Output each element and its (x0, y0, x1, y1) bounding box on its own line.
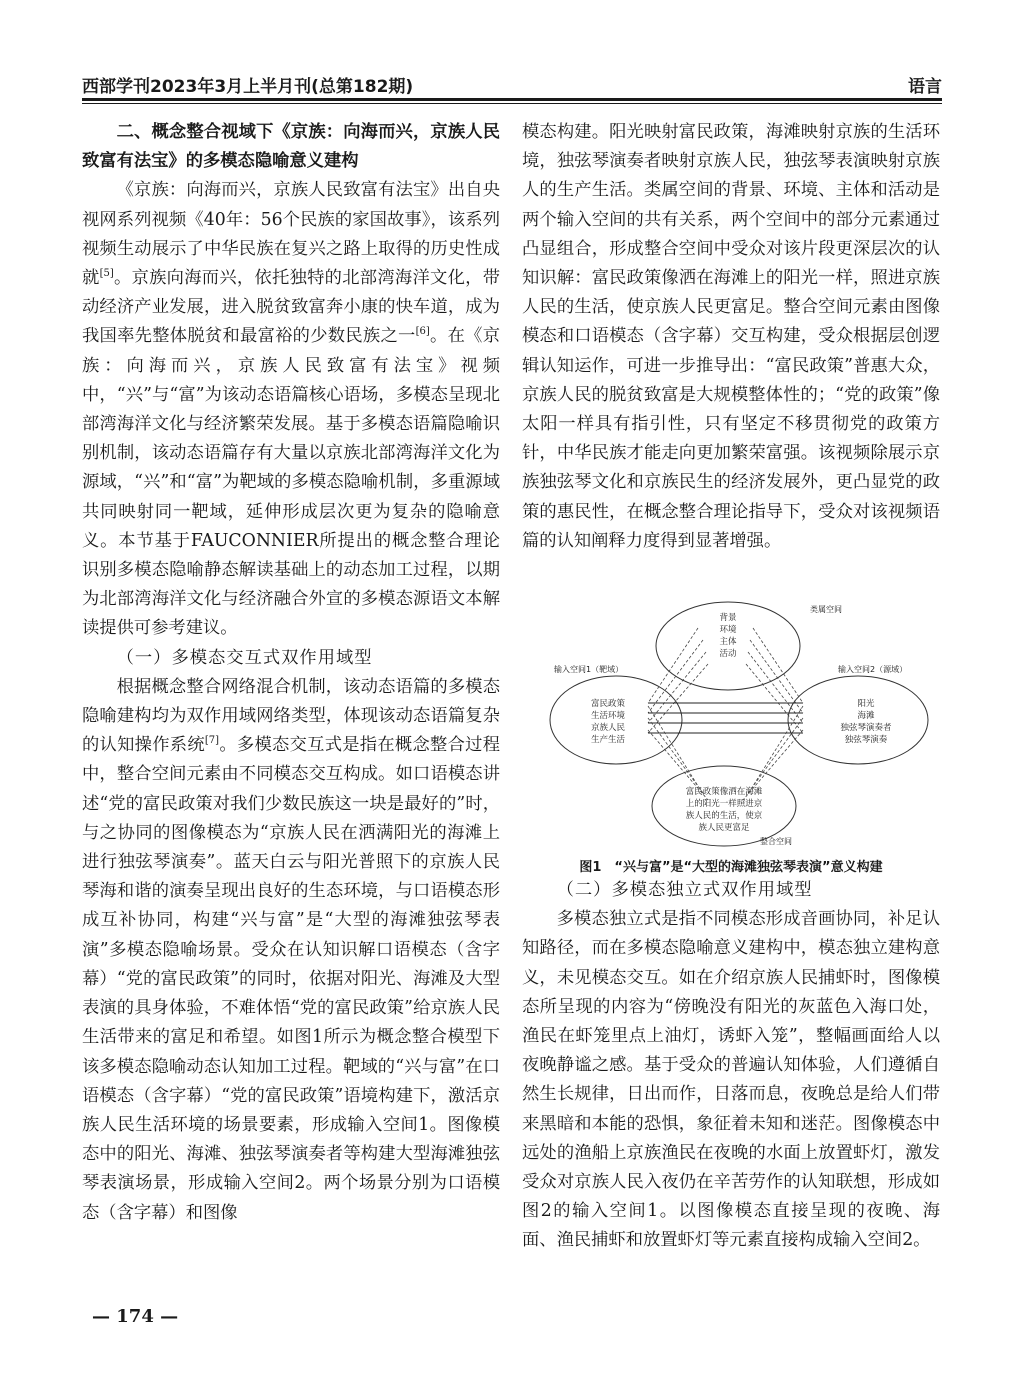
svg-text:族人民更富足: 族人民更富足 (698, 823, 750, 833)
svg-text:海滩: 海滩 (857, 711, 875, 721)
subsection-heading: （二）多模态独立式双作用域型 (556, 880, 813, 900)
page-number: — 174 — (92, 1306, 179, 1327)
svg-text:族人民的生活，使京: 族人民的生活，使京 (685, 811, 763, 821)
citation: [6] (415, 326, 430, 338)
citation: [7] (204, 735, 220, 747)
header-rule (82, 98, 942, 101)
input-space-2-label: 输入空间2（源域） (838, 665, 908, 674)
svg-text:主体: 主体 (719, 637, 737, 647)
svg-text:阳光: 阳光 (857, 699, 875, 709)
right-column-lower (522, 876, 940, 1256)
input-space-1-label: 输入空间1（靶域） (554, 665, 624, 674)
paragraph: 根据概念整合网络混合机制，该动态语篇的多模态隐喻建构均为双作用域网络类型，体现该动态语篇复杂的认知操作系统[7]。多模态交互式是指在概念整合过程中，整合空间元素由不同模态交互构成。如口语模态讲述“党的富民政策对我们少数民族这一块是最好的”时，与之协同的图像模态为“京族人民在洒满阳光的海滩上进行独弦琴演奏”。蓝天白云与阳光普照下的京族人民琴海和谐的演奏呈现出良好的生态环境，与口语模态形成互补协同，构建“兴与富”是“大型的海滩独弦琴表演”多模态隐喻场景。受众在认知识解口语模态（含字幕）“党的富民政策”的同时，依据对阳光、海滩及大型表演的具身体验，不难体悟“党的富民政策”给京族人民生活带来的富足和希望。如图1所示为概念整合模型下该多模态隐喻动态认知加工过程。靶域的“兴与富”在口语模态（含字幕）“党的富民政策”语境构建下，激活京族人民生活环境的场景要素，形成输入空间1。图像模态中的阳光、海滩、独弦琴演奏者等构建大型海滩独弦琴表演场景，形成输入空间2。两个场景分别为口语模态（含字幕）和图像 (82, 676, 500, 1223)
input-to-blend-links (648, 706, 803, 800)
figure-1-blending-diagram (548, 598, 946, 850)
generic-space-items (719, 612, 737, 659)
generic-space-label: 类属空间 (810, 605, 842, 614)
svg-text:富民政策像洒在海滩: 富民政策像洒在海滩 (685, 787, 763, 797)
svg-text:上的阳光一样照进京: 上的阳光一样照进京 (685, 799, 763, 809)
journal-title: 西部学刊2023年3月上半月刊(总第182期) (82, 77, 414, 97)
figure-caption: 图1 “兴与富”是“大型的海滩独弦琴表演”意义构建 (579, 860, 883, 875)
paragraph: 模态构建。阳光映射富民政策，海滩映射京族的生活环境，独弦琴演奏者映射京族人民，独弦琴表演映射京族人的生产生活。类属空间的背景、环境、主体和活动是两个输入空间的共有关系，两个空间中的部分元素通过凸显组合，形成整合空间中受众对该片段更深层次的认知识解：富民政策像洒在海滩上的阳光一样，照进京族人民的生活，使京族人民更富足。整合空间元素由图像模态和口语模态（含字幕）交互构建，受众根据层创逻辑认知运作，可进一步推导出：“富民政策”普惠大众，京族人民的脱贫致富是大规模整体性的；“党的政策”像太阳一样具有指引性，只有坚定不移贯彻党的政策方针，中华民族才能走向更加繁荣富强。该视频除展示京族独弦琴文化和京族民生的经济发展外，更凸显党的政策的惠民性，在概念整合理论指导下，受众对该视频语篇的认知阐释力度得到显著增强。 (522, 122, 940, 551)
left-column (82, 118, 500, 1228)
svg-text:独弦琴演奏: 独弦琴演奏 (844, 735, 888, 745)
svg-text:生产生活: 生产生活 (590, 735, 626, 745)
svg-text:京族人民: 京族人民 (590, 723, 626, 733)
svg-text:生活环境: 生活环境 (590, 711, 626, 721)
right-column (522, 118, 940, 556)
section-name: 语言 (908, 77, 942, 97)
svg-text:活动: 活动 (719, 649, 737, 659)
svg-text:独弦琴演奏者: 独弦琴演奏者 (840, 723, 892, 733)
svg-text:环境: 环境 (719, 625, 737, 635)
input-space-1-items (591, 698, 626, 745)
section-heading: 二、概念整合视域下《京族：向海而兴，京族人民致富有法宝》的多模态隐喻意义建构 (82, 122, 500, 172)
paragraph: 《京族：向海而兴，京族人民致富有法宝》出自央视网系列视频《40年：56个民族的家国故事》，该系列视频生动展示了中华民族在复兴之路上取得的历史性成就[5]。京族向海而兴，依托独特的北部湾海洋文化，带动经济产业发展，进入脱贫致富奔小康的快车道，成为我国率先整体脱贫和最富裕的少数民族之一[6]。在《京族：向海而兴，京族人民致富有法宝》视频中，“兴”与“富”为该动态语篇核心语场，多模态呈现北部湾海洋文化与经济繁荣发展。基于多模态语篇隐喻识别机制，该动态语篇存有大量以京族北部湾海洋文化为源域，“兴”和“富”为靶域的多模态隐喻机制，多重源域共同映射同一靶域，延伸形成层次更为复杂的隐喻意义。本节基于FAUCONNIER所提出的概念整合理论识别多模态隐喻静态解读基础上的动态加工过程，以期为北部湾海洋文化与经济融合外宣的多模态源语文本解读提供可参考建议。 (82, 180, 500, 639)
svg-text:背景: 背景 (719, 613, 737, 623)
svg-text:富民政策: 富民政策 (590, 699, 626, 709)
citation: [5] (99, 268, 114, 280)
input-space-2-items (840, 698, 892, 745)
subsection-heading: （一）多模态交互式双作用域型 (116, 647, 373, 668)
cross-space-mappings (648, 703, 803, 733)
header-rule-thin (82, 103, 942, 104)
blend-space-label: 整合空间 (760, 837, 792, 846)
blend-space-items (686, 786, 763, 833)
paragraph: 多模态独立式是指不同模态形成音画协同，补足认知路径，而在多模态隐喻意义建构中，模态独立建构意义，未见模态交互。如在介绍京族人民捕虾时，图像模态所呈现的内容为“傍晚没有阳光的灰蓝色入海口处，渔民在虾笼里点上油灯，诱虾入笼”，整幅画面给人以夜晚静谧之感。基于受众的普遍认知体验，人们遵循自然生长规律，日出而作，日落而息，夜晚总是给人们带来黑暗和本能的恐惧，象征着未知和迷茫。图像模态中远处的渔船上京族渔民在夜晚的水面上放置虾灯，激发受众对京族人民入夜仍在辛苦劳作的认知联想，形成如图2的输入空间1。以图像模态直接呈现的夜晚、海面、渔民捕虾和放置虾灯等元素直接构成输入空间2。 (522, 909, 940, 1251)
